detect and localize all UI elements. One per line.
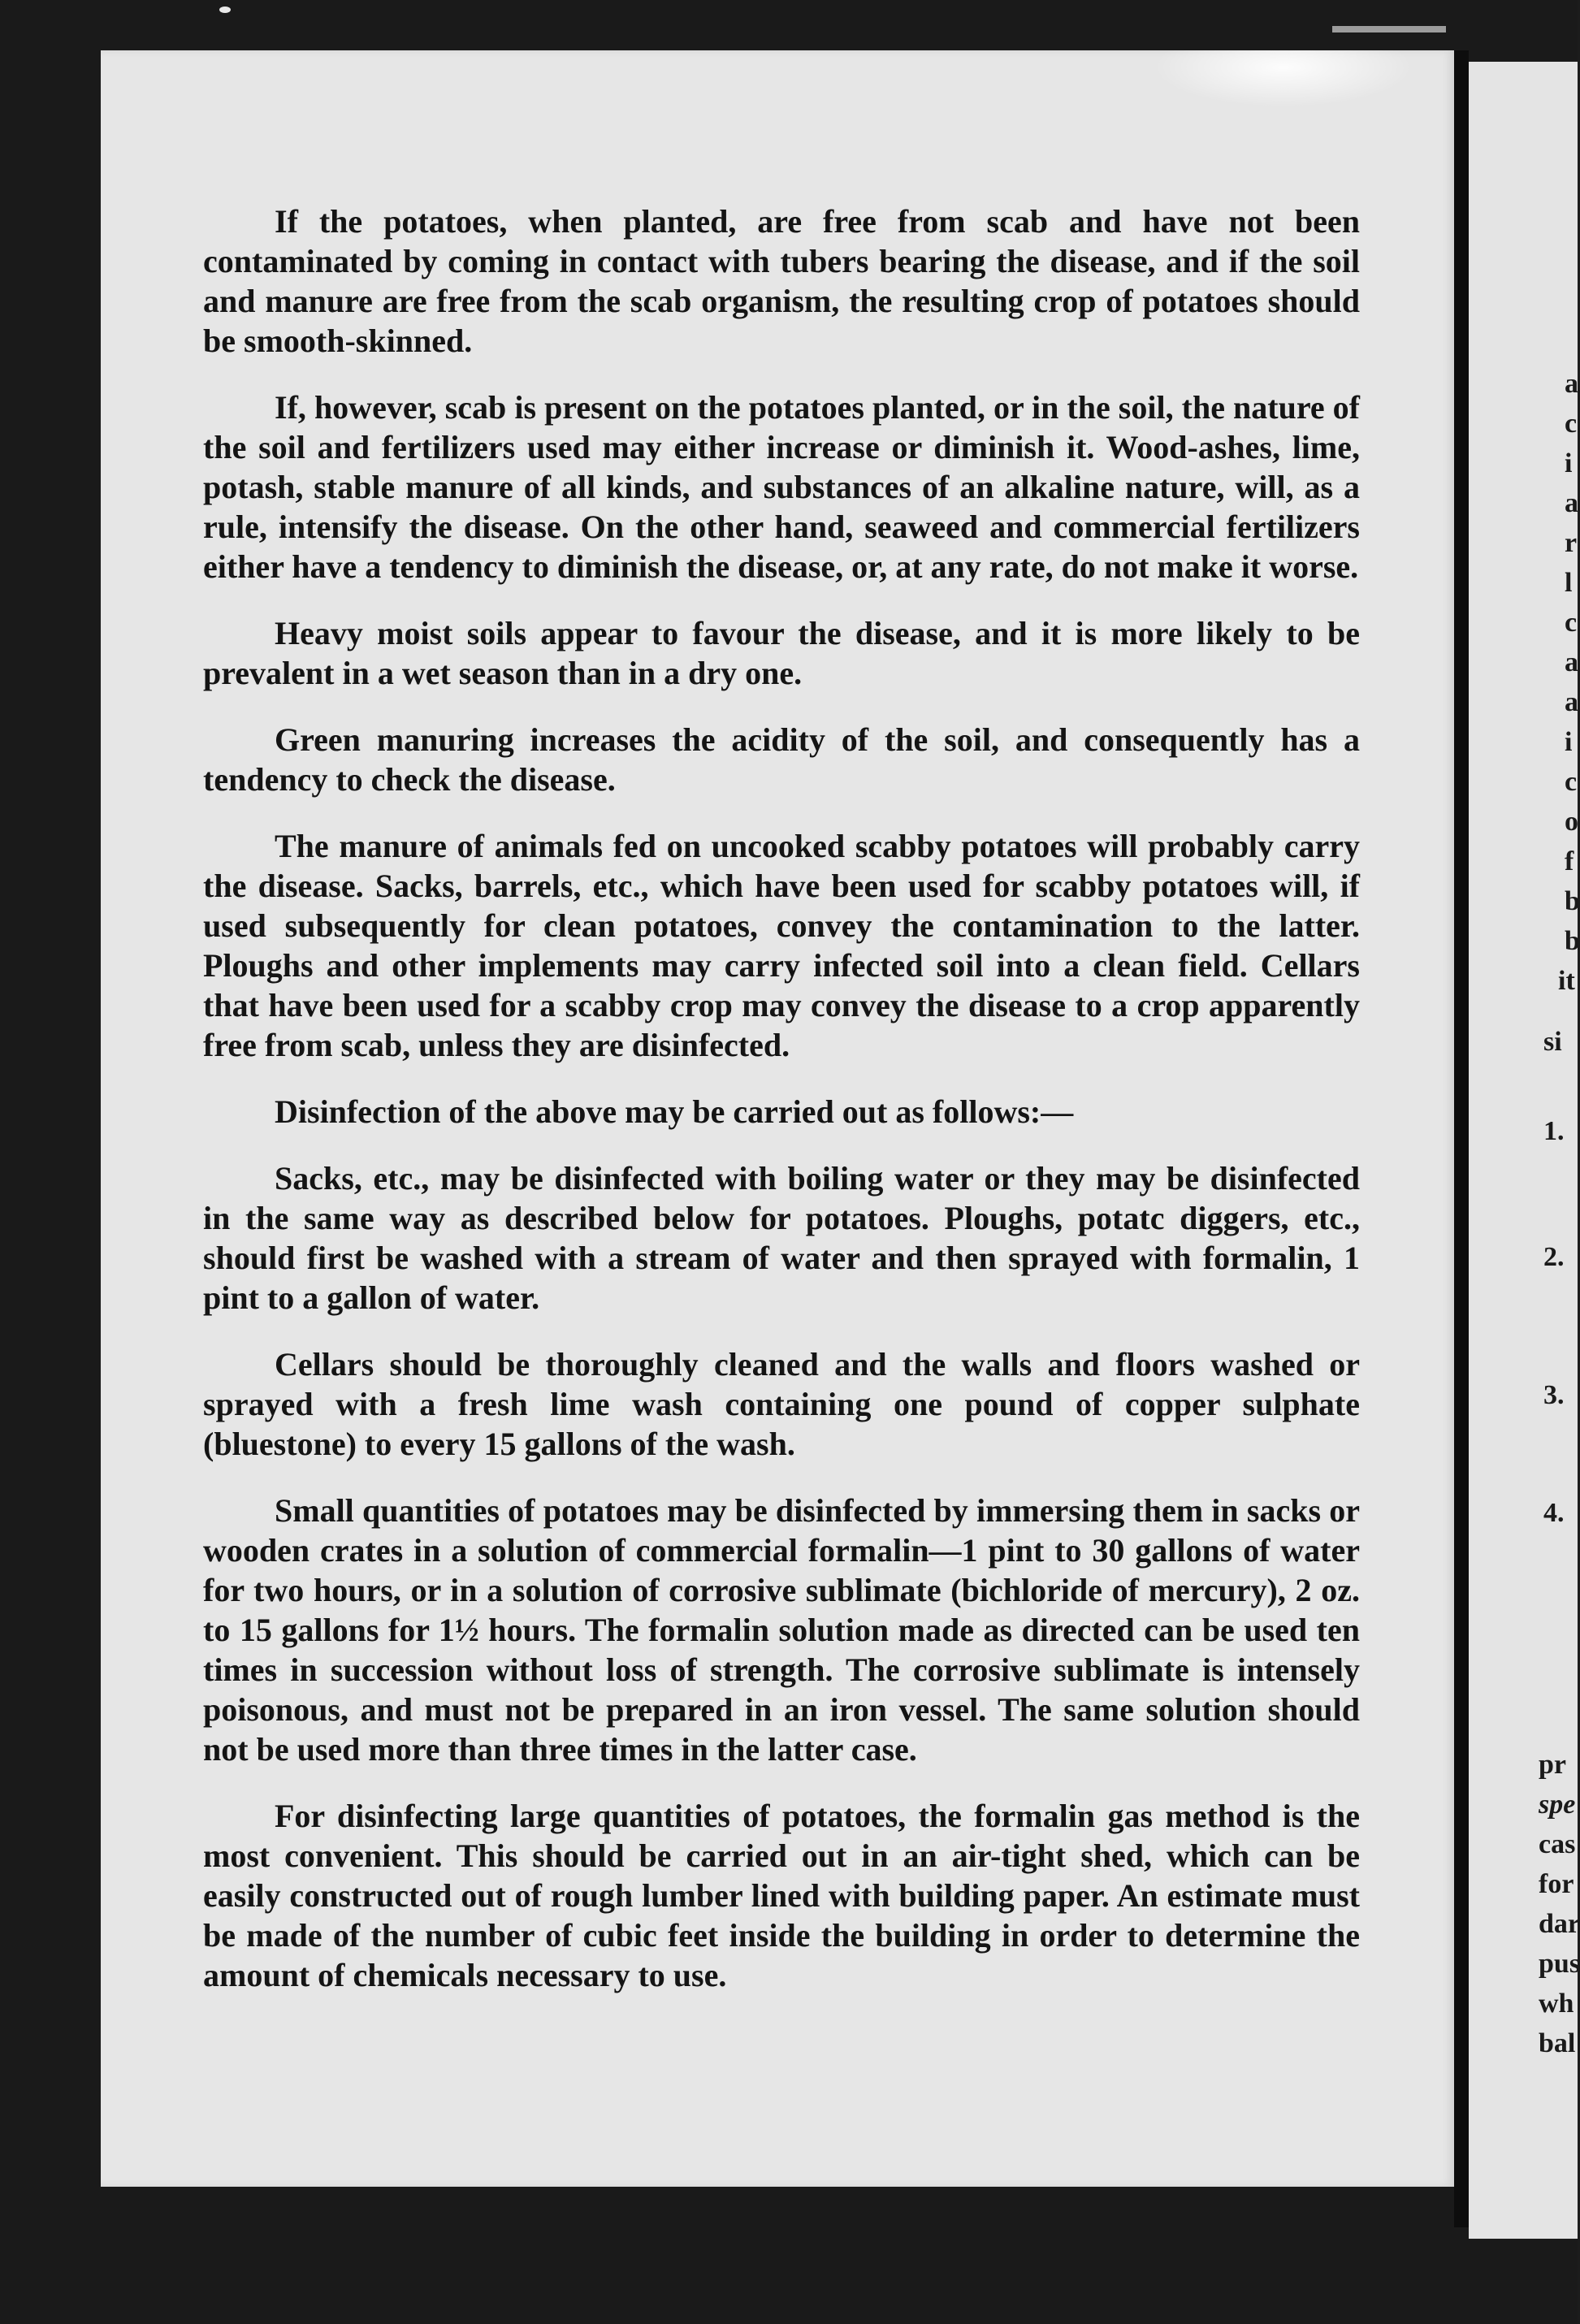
facing-bottom-fragment: spe [1539,1790,1576,1820]
paragraph-large-quantities: For disinfecting large quantities of potatoes, the formalin gas method is the most convenient. This should be carried out in an air-tight shed, which can be easily constructed out of rough lumber lined with building paper. An estimate must be made of the number of cubic feet inside the building in order to determine the amount of chemicals necessary to use. [203,1798,1360,1993]
paragraph-sacks-ploughs: Sacks, etc., may be disinfected with boiling water or they may be disinfected in the same way as described below for potatoes. Ploughs, potatc diggers, etc., should first be washed with a stream of water and then sprayed with formalin, 1 pint to a gallon of water. [203,1160,1360,1316]
paragraph-green-manuring: Green manuring increases the acidity of the soil, and consequently has a tendency to check the disease. [203,721,1360,798]
facing-fragment: c [1565,767,1578,797]
facing-fragment: f [1565,846,1574,876]
facing-bottom-fragment: wh [1539,1989,1574,2019]
facing-fragment: r [1565,528,1578,558]
scan-streak [1332,26,1446,32]
paragraph-smooth-skinned: If the potatoes, when planted, are free from scab and have not been contaminated by coming in contact with tubers bearing the disease, and if the soil and manure are free from the scab organism, the resulting crop of potatoes should be smooth-skinned. [203,203,1360,359]
paragraph-small-quantities: Small quantities of potatoes may be disinfected by immersing them in sacks or wooden crates in a solution of commercial formalin—1 pint to 30 gallons of water for two hours, or in a solution of corrosive sublimate (bichloride of mercury), 2 oz. to 15 gallons for 1½ hours. The formalin solution made as directed can be used ten times in succession without loss of strength. The corrosive sublimate is intensely poisonous, and must not be prepared in an iron vessel. The same solution should not be used more than three times in the latter case. [203,1492,1360,1768]
facing-fragment: a [1565,488,1578,518]
paragraph-moist-soils: Heavy moist soils appear to favour the disease, and it is more likely to be prevalent in a wet season than in a dry one. [203,615,1360,691]
facing-fragment: it [1558,966,1575,996]
paragraph-soil-fertilizers: If, however, scab is present on the potatoes planted, or in the soil, the nature of the soil and fertilizers used may either increase or diminish it. Wood-ashes, lime, potash, stable manure of all kinds, and substances of an alkaline nature, will, as a rule, intensify the disease. On the other hand, seaweed and commercial fertilizers either have a tendency to diminish the disease, or, at any rate, do not make it worse. [203,389,1360,585]
facing-fragment: a [1565,369,1578,399]
facing-bottom-fragment: cas [1539,1829,1576,1859]
page-gutter [1454,50,1469,2227]
facing-fragment: a [1565,687,1578,717]
facing-number: 3. [1543,1380,1565,1410]
facing-fragment: c [1565,608,1578,638]
paragraph-contamination: The manure of animals fed on uncooked scabby potatoes will probably carry the disease. Sacks, barrels, etc., which have been used for scabby potatoes will, if used subsequently for clean potatoes, convey the contamination to the latter. Ploughs and other implements may carry infected soil into a clean field. Cellars that have been used for a scabby crop may convey the disease to a crop apparently free from scab, unless they are disinfected. [203,828,1360,1063]
facing-bottom-fragment: pr [1539,1750,1566,1780]
facing-fragment: i [1565,727,1573,757]
facing-fragment-si: si [1543,1027,1562,1057]
facing-fragment: b [1565,926,1580,956]
paragraph-disinfection-intro: Disinfection of the above may be carried out as follows:— [275,1093,1074,1130]
facing-bottom-fragment: dar [1539,1909,1580,1939]
facing-bottom-fragment: pus [1539,1949,1580,1979]
facing-fragment: b [1565,886,1580,916]
facing-number: 1. [1543,1116,1565,1146]
page-text [203,201,1360,2022]
facing-fragment: c [1565,409,1578,439]
facing-number: 4. [1543,1498,1565,1528]
facing-fragment: l [1565,568,1573,598]
facing-bottom-fragment: bal [1539,2028,1576,2058]
paragraph-cellars: Cellars should be thoroughly cleaned and the walls and floors washed or sprayed with a fresh lime wash containing one pound of copper sulphate (bluestone) to every 15 gallons of the wash. [203,1346,1360,1462]
facing-number: 2. [1543,1242,1565,1272]
scan-speck [219,6,231,13]
facing-bottom-fragment: for [1539,1869,1574,1899]
facing-fragment: a [1565,647,1578,677]
facing-page [1469,62,1578,2239]
facing-fragment: o [1565,807,1578,837]
facing-fragment: i [1565,448,1573,478]
page-curl [1154,50,1413,107]
